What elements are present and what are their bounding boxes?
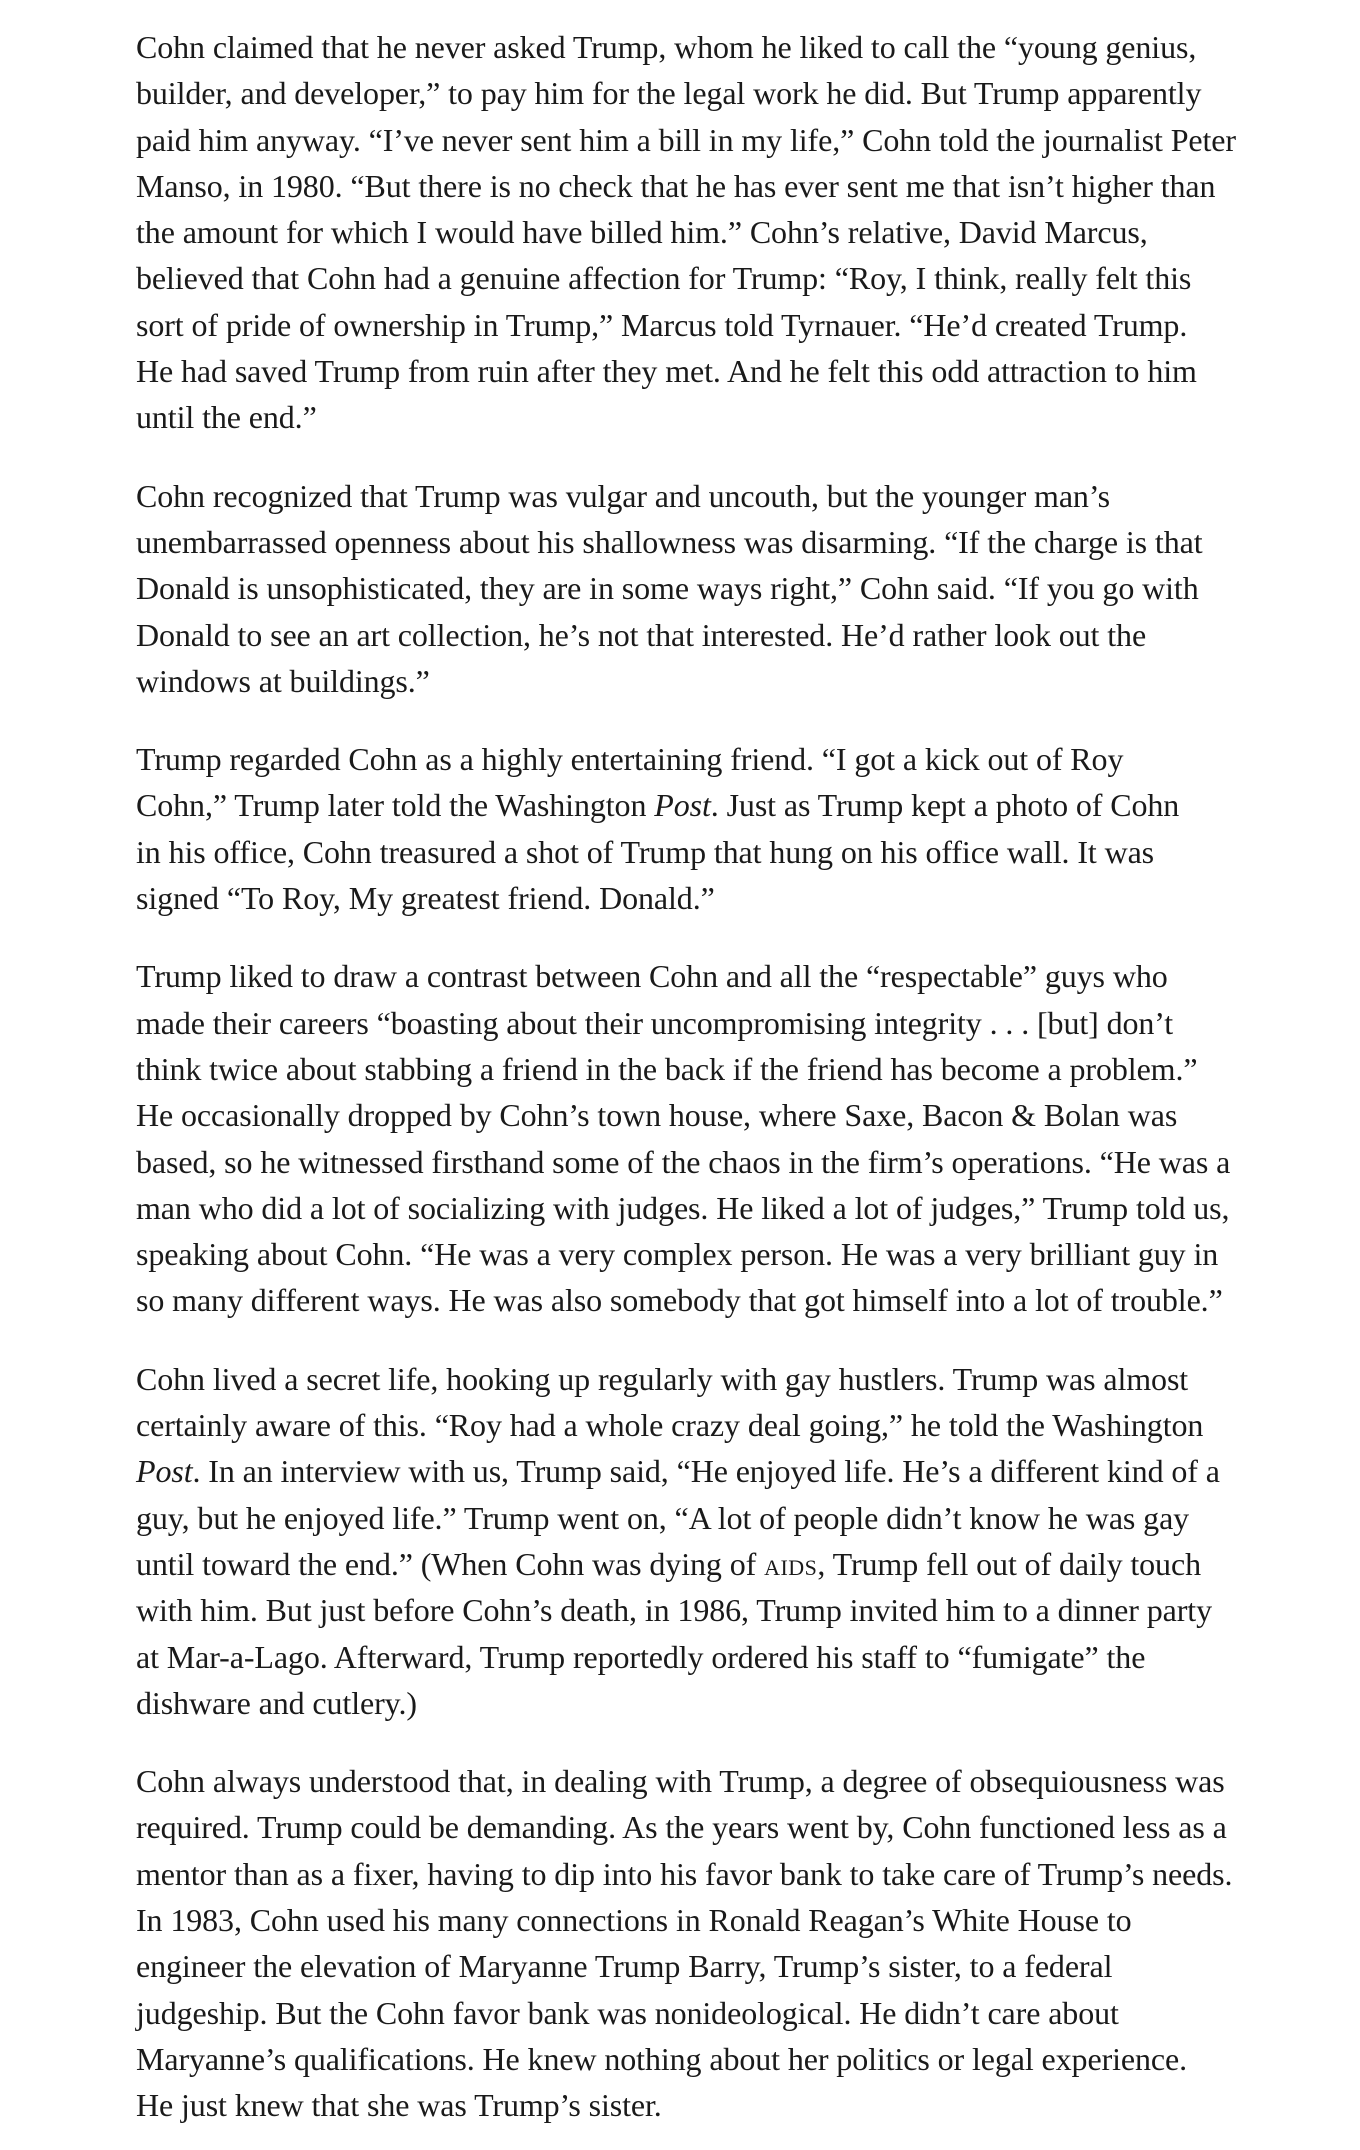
text-line: judgeship. But the Cohn favor bank was nonideological. He didn’t care about <box>136 1994 1119 2031</box>
paragraph <box>136 736 1236 921</box>
text-line: Maryanne’s qualifications. He knew nothing about her politics or legal experience. <box>136 2040 1188 2077</box>
text-line: In 1983, Cohn used his many connections in Ronald Reagan’s White House to <box>136 1901 1132 1938</box>
text-line: unembarrassed openness about his shallowness was disarming. “If the charge is that <box>136 523 1203 560</box>
publication-title: Post <box>136 1453 193 1490</box>
text-line: Trump liked to draw a contrast between Cohn and all the “respectable” guys who <box>136 958 1168 995</box>
text-line: builder, and developer,” to pay him for the legal work he did. But Trump apparently <box>136 75 1202 112</box>
text-line: sort of pride of ownership in Trump,” Marcus told Tyrnauer. “He’d created Trump. <box>136 306 1188 343</box>
text-line: guy, but he enjoyed life.” Trump went on, “A lot of people didn’t know he was gay <box>136 1499 1190 1536</box>
acronym-aids: aids <box>764 1545 818 1582</box>
text-line: man who did a lot of socializing with judges. He liked a lot of judges,” Trump told us, <box>136 1189 1230 1226</box>
text-line: paid him anyway. “I’ve never sent him a bill in my life,” Cohn told the journalist Peter <box>136 121 1236 158</box>
text-line: Manso, in 1980. “But there is no check that he has ever sent me that isn’t higher than <box>136 167 1216 204</box>
text-line <box>136 782 1236 828</box>
text-line: windows at buildings.” <box>136 662 430 699</box>
text-line: at Mar-a-Lago. Afterward, Trump reportedly ordered his staff to “fumigate” the <box>136 1638 1146 1675</box>
paragraph <box>136 1758 1236 2128</box>
article-body <box>136 24 1236 2128</box>
text-line: Donald to see an art collection, he’s not that interested. He’d rather look out the <box>136 616 1147 653</box>
text-line: signed “To Roy, My greatest friend. Donald.” <box>136 880 715 917</box>
text-run: . Just as Trump kept a photo of Cohn <box>710 787 1180 824</box>
text-line: He just knew that she was Trump’s sister. <box>136 2087 662 2124</box>
text-line: He occasionally dropped by Cohn’s town house, where Saxe, Bacon & Bolan was <box>136 1097 1178 1134</box>
text-run: . In an interview with us, Trump said, “He enjoyed life. He’s a different kind of a <box>192 1453 1220 1490</box>
paragraph <box>136 953 1236 1323</box>
text-line: engineer the elevation of Maryanne Trump Barry, Trump’s sister, to a federal <box>136 1948 1113 1985</box>
paragraph <box>136 473 1236 704</box>
text-line: Donald is unsophisticated, they are in some ways right,” Cohn said. “If you go with <box>136 570 1199 607</box>
paragraph <box>136 24 1236 441</box>
text-line: Cohn lived a secret life, hooking up regularly with gay hustlers. Trump was almost <box>136 1360 1189 1397</box>
text-line: Cohn always understood that, in dealing with Trump, a degree of obsequiousness was <box>136 1763 1225 1800</box>
text-line: Trump regarded Cohn as a highly entertaining friend. “I got a kick out of Roy <box>136 741 1124 778</box>
text-line: required. Trump could be demanding. As the years went by, Cohn functioned less as a <box>136 1809 1227 1846</box>
paragraph <box>136 1356 1236 1726</box>
text-line: based, so he witnessed firsthand some of the chaos in the firm’s operations. “He was a <box>136 1143 1231 1180</box>
text-line: mentor than as a fixer, having to dip into his favor bank to take care of Trump’s needs. <box>136 1855 1233 1892</box>
text-line: with him. But just before Cohn’s death, in 1986, Trump invited him to a dinner party <box>136 1592 1212 1629</box>
text-line: Cohn claimed that he never asked Trump, whom he liked to call the “young genius, <box>136 29 1197 65</box>
text-line: so many different ways. He was also somebody that got himself into a lot of trouble.” <box>136 1282 1223 1319</box>
text-line: Cohn recognized that Trump was vulgar and uncouth, but the younger man’s <box>136 477 1110 514</box>
text-line: in his office, Cohn treasured a shot of Trump that hung on his office wall. It was <box>136 833 1155 870</box>
text-line <box>136 1541 1236 1587</box>
text-line: until the end.” <box>136 399 317 436</box>
text-line: dishware and cutlery.) <box>136 1684 417 1721</box>
text-run: until toward the end.” (When Cohn was dying of <box>136 1545 765 1582</box>
text-run: Cohn,” Trump later told the Washington <box>136 787 655 824</box>
text-line <box>136 1448 1236 1494</box>
text-line: He had saved Trump from ruin after they met. And he felt this odd attraction to him <box>136 353 1197 390</box>
text-run: , Trump fell out of daily touch <box>817 1545 1201 1582</box>
text-line: think twice about stabbing a friend in the back if the friend has become a problem.” <box>136 1050 1198 1087</box>
publication-title: Post <box>654 787 711 824</box>
text-line: the amount for which I would have billed him.” Cohn’s relative, David Marcus, <box>136 214 1148 251</box>
text-line: speaking about Cohn. “He was a very complex person. He was a very brilliant guy in <box>136 1236 1219 1273</box>
text-line: believed that Cohn had a genuine affection for Trump: “Roy, I think, really felt this <box>136 260 1192 297</box>
text-line: made their careers “boasting about their uncompromising integrity . . . [but] don’t <box>136 1004 1174 1041</box>
text-line: certainly aware of this. “Roy had a whole crazy deal going,” he told the Washington <box>136 1407 1204 1444</box>
